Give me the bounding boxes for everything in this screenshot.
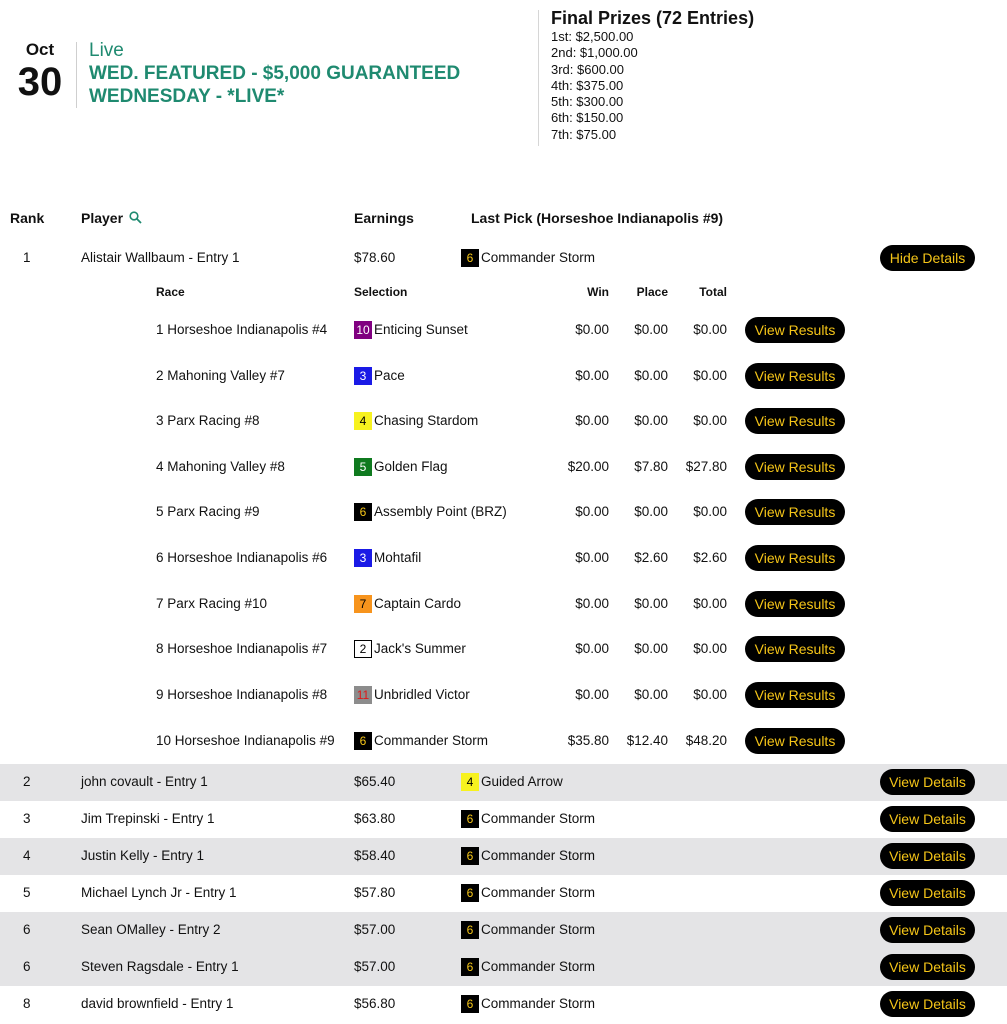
view-results-button[interactable]: View Results <box>745 728 845 754</box>
place-value: $0.00 <box>634 368 668 383</box>
place-value: $0.00 <box>634 687 668 702</box>
table-row <box>0 838 1007 875</box>
horse-name: Commander Storm <box>481 250 596 265</box>
race-name: 2 Mahoning Valley #7 <box>156 368 285 383</box>
prize-line: 7th: $75.00 <box>551 126 617 142</box>
selection <box>354 686 470 704</box>
rank-header: Rank <box>10 210 45 226</box>
detail-row <box>0 407 1007 435</box>
win-value: $0.00 <box>575 596 609 611</box>
horse-name: Commander Storm <box>374 733 489 748</box>
program-number: 7 <box>354 595 372 613</box>
total-header: Total <box>699 285 727 299</box>
prize-title: Final Prizes (72 Entries) <box>551 8 755 28</box>
horse-name: Commander Storm <box>481 848 596 863</box>
earnings-value: $65.40 <box>354 774 396 789</box>
horse-name: Commander Storm <box>481 885 596 900</box>
view-results-button[interactable]: View Results <box>745 363 845 389</box>
program-number: 6 <box>461 884 479 902</box>
detail-row <box>0 681 1007 709</box>
player-header <box>81 210 142 227</box>
table-row <box>0 801 1007 838</box>
player-name[interactable]: Sean OMalley - Entry 2 <box>81 922 221 937</box>
view-results-button[interactable]: View Results <box>745 499 845 525</box>
place-value: $0.00 <box>634 322 668 337</box>
rank-value: 2 <box>23 774 31 789</box>
place-value: $7.80 <box>634 459 668 474</box>
prize-line: 3rd: $600.00 <box>551 61 625 77</box>
view-results-button[interactable]: View Results <box>745 454 845 480</box>
program-number: 6 <box>354 503 372 521</box>
program-number: 6 <box>461 958 479 976</box>
selection <box>354 549 421 567</box>
last-pick <box>461 884 595 902</box>
event-status: Live <box>89 40 124 61</box>
earnings-value: $63.80 <box>354 811 396 826</box>
race-name: 7 Parx Racing #10 <box>156 596 268 611</box>
date-month: Oct <box>25 40 55 59</box>
prize-line: 2nd: $1,000.00 <box>551 45 638 61</box>
hide-details-button[interactable]: Hide Details <box>880 245 975 271</box>
place-value: $0.00 <box>634 413 668 428</box>
earnings-header: Earnings <box>354 210 414 226</box>
program-number: 10 <box>354 321 372 339</box>
total-value: $0.00 <box>693 413 727 428</box>
win-value: $0.00 <box>575 550 609 565</box>
player-header-label: Player <box>81 210 124 226</box>
view-results-button[interactable]: View Results <box>745 545 845 571</box>
earnings-value: $56.80 <box>354 996 396 1011</box>
view-details-button[interactable]: View Details <box>880 991 975 1017</box>
horse-name: Unbridled Victor <box>374 687 470 702</box>
table-row <box>0 242 1007 274</box>
player-name[interactable]: Michael Lynch Jr - Entry 1 <box>81 885 237 900</box>
detail-row <box>0 453 1007 481</box>
detail-row <box>0 590 1007 618</box>
program-number: 6 <box>461 847 479 865</box>
program-number: 4 <box>354 412 372 430</box>
view-results-button[interactable]: View Results <box>745 317 845 343</box>
win-value: $0.00 <box>575 687 609 702</box>
prize-line: 5th: $300.00 <box>551 94 624 110</box>
player-name[interactable]: david brownfield - Entry 1 <box>81 996 234 1011</box>
last-pick <box>461 958 595 976</box>
total-value: $0.00 <box>693 322 727 337</box>
total-value: $2.60 <box>693 550 727 565</box>
win-value: $0.00 <box>575 641 609 656</box>
last-pick <box>461 921 595 939</box>
program-number: 6 <box>461 810 479 828</box>
horse-name: Commander Storm <box>481 959 596 974</box>
selection <box>354 321 468 339</box>
last-pick <box>461 995 595 1013</box>
horse-name: Jack's Summer <box>374 641 466 656</box>
horse-name: Enticing Sunset <box>374 322 468 337</box>
race-name: 1 Horseshoe Indianapolis #4 <box>156 322 328 337</box>
win-value: $20.00 <box>567 459 609 474</box>
place-value: $0.00 <box>634 641 668 656</box>
table-row <box>0 764 1007 801</box>
horse-name: Commander Storm <box>481 811 596 826</box>
prize-line: 4th: $375.00 <box>551 77 624 93</box>
table-row <box>0 912 1007 949</box>
last-pick <box>461 847 595 865</box>
leaderboard-header <box>0 204 1007 232</box>
view-details-button[interactable]: View Details <box>880 769 975 795</box>
prize-line: 6th: $150.00 <box>551 110 624 126</box>
race-name: 4 Mahoning Valley #8 <box>156 459 285 474</box>
selection <box>354 640 466 658</box>
view-details-button[interactable]: View Details <box>880 843 975 869</box>
total-value: $0.00 <box>693 687 727 702</box>
win-value: $0.00 <box>575 413 609 428</box>
prize-divider <box>538 10 539 146</box>
event-info <box>89 40 509 108</box>
place-header: Place <box>636 285 668 299</box>
detail-row <box>0 544 1007 572</box>
earnings-value: $57.80 <box>354 885 396 900</box>
selection <box>354 503 507 521</box>
detail-row <box>0 362 1007 390</box>
total-value: $48.20 <box>685 733 727 748</box>
win-value: $0.00 <box>575 322 609 337</box>
table-row <box>0 875 1007 912</box>
race-name: 9 Horseshoe Indianapolis #8 <box>156 687 328 702</box>
program-number: 6 <box>354 732 372 750</box>
view-results-button[interactable]: View Results <box>745 408 845 434</box>
view-details-button[interactable]: View Details <box>880 954 975 980</box>
view-details-button[interactable]: View Details <box>880 880 975 906</box>
horse-name: Chasing Stardom <box>374 413 479 428</box>
total-value: $27.80 <box>685 459 727 474</box>
selection <box>354 367 405 385</box>
detail-row <box>0 727 1007 755</box>
horse-name: Golden Flag <box>374 459 448 474</box>
total-value: $0.00 <box>693 641 727 656</box>
view-results-button[interactable]: View Results <box>745 682 845 708</box>
place-value: $0.00 <box>634 596 668 611</box>
race-name: 10 Horseshoe Indianapolis #9 <box>156 733 335 748</box>
horse-name: Assembly Point (BRZ) <box>374 504 507 519</box>
selection-header: Selection <box>354 285 408 299</box>
last-pick <box>461 810 595 828</box>
earnings-value: $78.60 <box>354 250 396 265</box>
horse-name: Pace <box>374 368 405 383</box>
date-day: 30 <box>17 60 63 104</box>
rank-value: 3 <box>23 811 31 826</box>
earnings-value: $57.00 <box>354 922 396 937</box>
table-row <box>0 949 1007 986</box>
last-pick-header: Last Pick (Horseshoe Indianapolis #9) <box>471 210 724 226</box>
horse-name: Commander Storm <box>481 996 596 1011</box>
last-pick <box>461 773 563 791</box>
view-details-button[interactable]: View Details <box>880 917 975 943</box>
earnings-value: $58.40 <box>354 848 396 863</box>
table-row <box>0 986 1007 1024</box>
selection <box>354 412 478 430</box>
header-divider <box>76 42 77 108</box>
program-number: 6 <box>461 921 479 939</box>
player-name[interactable]: Jim Trepinski - Entry 1 <box>81 811 215 826</box>
win-value: $35.80 <box>567 733 609 748</box>
selection <box>354 458 448 476</box>
total-value: $0.00 <box>693 368 727 383</box>
prize-line: 1st: $2,500.00 <box>551 29 634 44</box>
selection <box>354 732 488 750</box>
detail-row <box>0 635 1007 663</box>
horse-name: Mohtafil <box>374 550 422 565</box>
win-value: $0.00 <box>575 504 609 519</box>
rank-value: 1 <box>23 250 31 265</box>
win-header: Win <box>587 285 609 299</box>
race-name: 5 Parx Racing #9 <box>156 504 260 519</box>
event-date <box>10 40 70 104</box>
last-pick <box>461 249 595 267</box>
view-results-button[interactable]: View Results <box>745 591 845 617</box>
program-number: 3 <box>354 549 372 567</box>
rank-value: 4 <box>23 848 31 863</box>
program-number: 6 <box>461 995 479 1013</box>
place-value: $12.40 <box>626 733 668 748</box>
final-prizes <box>551 8 851 143</box>
race-name: 8 Horseshoe Indianapolis #7 <box>156 641 328 656</box>
earnings-value: $57.00 <box>354 959 396 974</box>
event-title-line1: WED. FEATURED - $5,000 GUARANTEED <box>89 63 461 84</box>
program-number: 5 <box>354 458 372 476</box>
horse-name: Captain Cardo <box>374 596 462 611</box>
race-name: 6 Horseshoe Indianapolis #6 <box>156 550 328 565</box>
rank-value: 5 <box>23 885 31 900</box>
total-value: $0.00 <box>693 596 727 611</box>
search-icon[interactable] <box>129 211 142 227</box>
player-name[interactable]: Justin Kelly - Entry 1 <box>81 848 205 863</box>
player-name[interactable]: Steven Ragsdale - Entry 1 <box>81 959 239 974</box>
detail-row <box>0 498 1007 526</box>
rank-value: 6 <box>23 922 31 937</box>
player-name[interactable]: john covault - Entry 1 <box>81 774 208 789</box>
view-results-button[interactable]: View Results <box>745 636 845 662</box>
rank-value: 8 <box>23 996 31 1011</box>
view-details-button[interactable]: View Details <box>880 806 975 832</box>
program-number: 6 <box>461 249 479 267</box>
place-value: $2.60 <box>634 550 668 565</box>
program-number: 3 <box>354 367 372 385</box>
rank-value: 6 <box>23 959 31 974</box>
win-value: $0.00 <box>575 368 609 383</box>
event-title-line2: WEDNESDAY - *LIVE* <box>89 86 285 107</box>
program-number: 11 <box>354 686 372 704</box>
program-number: 4 <box>461 773 479 791</box>
horse-name: Commander Storm <box>481 922 596 937</box>
selection <box>354 595 461 613</box>
program-number: 2 <box>354 640 372 658</box>
race-name: 3 Parx Racing #8 <box>156 413 260 428</box>
total-value: $0.00 <box>693 504 727 519</box>
player-name[interactable]: Alistair Wallbaum - Entry 1 <box>81 250 240 265</box>
horse-name: Guided Arrow <box>481 774 563 789</box>
detail-row <box>0 316 1007 344</box>
race-header: Race <box>156 285 185 299</box>
place-value: $0.00 <box>634 504 668 519</box>
